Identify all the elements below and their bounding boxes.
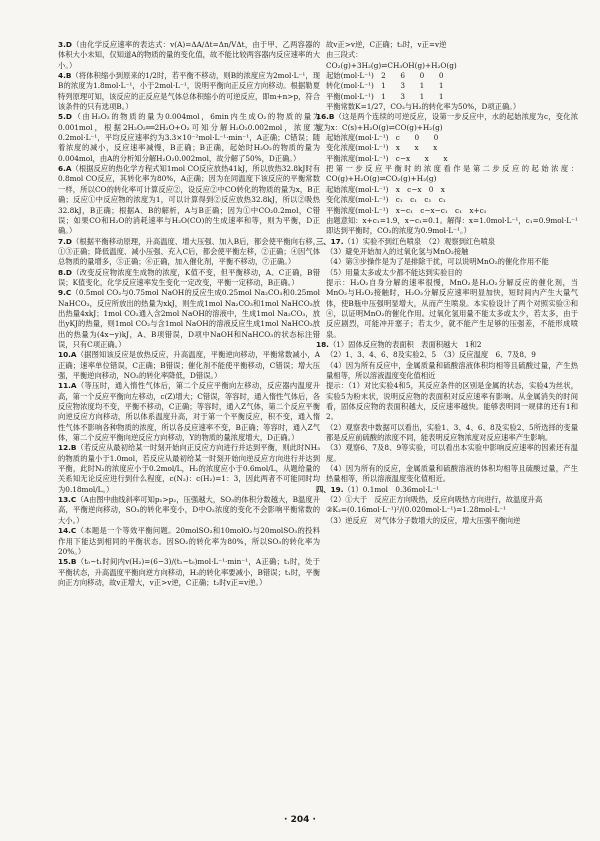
answer-text: （据图知该反应是放热反应，升高温度，平衡逆向移动，平衡常数减小，A正确；速率单位错误，C正确；B错误；催化剂不能使平衡移动，C错误；增大压强，平衡逆向移动，NO₂的转化率降低，D错误。）: [58, 350, 320, 380]
answer-text: （改变反应物浓度生成物的浓度，K值不变，但平衡移动，A、C正确，B错误；K值变化，化学反应速率发生变化一定改变，平衡一定移动，B正确。）: [58, 267, 320, 287]
answer-text: 把第一步反应平衡时的浓度看作是第二步反应的起始浓度：CO(g)+H₂O(g)⇌CO₂(g)+H₂(g): [326, 164, 578, 184]
question-number: 11.A: [58, 381, 77, 391]
answer-paragraph: [58, 237, 320, 268]
answer-paragraph: [316, 247, 578, 257]
answer-text: 即达到平衡时，CO₂的浓度为0.9mol·L⁻¹。）: [326, 226, 471, 236]
answer-paragraph: [316, 257, 578, 267]
question-number: 6.A: [58, 164, 72, 174]
answer-paragraph: [316, 154, 578, 164]
answer-text: （0.5mol CO₂与0.75mol NaOH的反应生成0.25mol Na₂CO₃和0.25mol NaHCO₃，反应所放出的热量为xkJ，则生成1mol Na₂CO₃和1mol NaHCO₃放出热量4xkJ；1mol CO₂通入含2mol NaOH的溶液中，生成1mol Na₂CO₃，放出yKJ的热量，则1mol CO₂与含1mol NaOH的溶液反应生成1mol NaHCO₃放出的热量为(4x−y)kJ，A、B项错误，D项中NaOH和NaHCO₃的状态标注错误，只有C项正确。）: [58, 288, 320, 349]
answer-paragraph: [58, 381, 320, 443]
question-number: 8.D: [58, 267, 72, 277]
question-number: 4.B: [58, 71, 72, 81]
answer-text: （将体积缩小到原来的1/2时，若平衡不移动，则B的浓度应为2mol·L⁻¹，现B的浓度为1.8mol·L⁻¹，小于2mol·L⁻¹，说明平衡向正反应方向移动。根据勒夏特列原理可知，该反应的正反应是气体总体积缩小的可逆反应，即m+n>p，符合该条件的只有选项B。）: [58, 71, 320, 112]
answer-paragraph: [316, 185, 578, 195]
answer-text: （由化学反应速率的表达式：v(A)=ΔA/Δt=Δn/VΔt，由于甲、乙两容器的体积大小未知，仅知道A的物质的量的变化值，故不能比较两容器内反应速率的大小。）: [58, 40, 320, 70]
answer-text: 变化浓度(mol·L⁻¹) c₁ c₁ c₁ c₁: [326, 195, 446, 205]
answer-text: 提示：（1）对比实验4和5，其反应条件的区别是金属的状态，实验4为丝状，实验5为粉末状，说明反应物的表面积对反应速率有影响。从金属消失的时间看，固体反应物的表面积越大，反应速率越快。能够表明同一规律的还有1和2。: [326, 381, 578, 422]
answer-paragraph: [316, 50, 578, 60]
answer-text: （5）用量太多或太少都不能达到实验目的: [326, 267, 462, 277]
question-number: 12.B: [58, 443, 77, 453]
answer-text: （3）避免开始加入的过氧化氢与MnO₂接触: [326, 246, 469, 256]
answer-paragraph: [316, 340, 578, 350]
answer-text: 平衡浓度(mol·L⁻¹) x−c₁ c−x−c₁ c₁ x+c₁: [326, 205, 487, 215]
answer-paragraph: [316, 464, 578, 485]
answer-paragraph: [316, 350, 578, 360]
answer-text: 起始浓度(mol·L⁻¹) x c−x 0 x: [326, 184, 445, 194]
answer-paragraph: [316, 278, 578, 340]
question-number: 13.C: [58, 495, 77, 505]
page-number: · 204 ·: [284, 815, 316, 825]
answer-text: （t₀~t₁时间内v(H₂)=(6−3)/(t₁−t₀)mol·L⁻¹·min⁻¹，A正确；t₁时，处于平衡状态，升高温度平衡向逆方向移动，H₂的转化率要减小，B错误；t₁时，平衡向正方向移动，故v正增大，v正>v逆，C正确；t₂时v正=v逆。）: [58, 557, 320, 587]
answer-text: 故v正>v逆，C正确；t₂时，v正=v逆: [326, 40, 447, 49]
answer-paragraph: [58, 350, 320, 381]
answer-paragraph: [316, 112, 578, 133]
answer-paragraph: [316, 143, 578, 153]
answer-text: （若反应从最初给某一时刻开始向正反应方向进行并达到平衡，则此时NH₃的物质的量小于1.0mol，若反应从最初给某一时刻开始向逆反应方向进行并达到平衡，此时N₂的浓度应小于0.2mol/L，H₂的浓度应小于0.6mol/L，从题给量的关系知无论反应进行到什么程度，c(N₂)：c(H₂)=1：3，因此两者不可能同时均为0.18mol/L。）: [58, 443, 320, 494]
answer-paragraph: [316, 133, 578, 143]
answer-paragraph: [316, 268, 578, 278]
answer-paragraph: [58, 288, 320, 350]
answer-paragraph: [316, 516, 578, 526]
answer-text: 起始(mol·L⁻¹) 2 6 0 0: [326, 71, 444, 81]
answer-paragraph: [316, 81, 578, 91]
answer-paragraph: [316, 423, 578, 444]
answer-paragraph: [316, 443, 578, 464]
answer-text: （由H₂O₂的物质的量为0.004mol，6min内生成O₂的物质的量为0.001mol，根据2H₂O₂══2H₂O+O₂可知分解H₂O₂0.002mol，浓度为0.2mol·L⁻¹，平均反应速率约为3.3×10⁻²mol·L⁻¹·min⁻¹，A正确；C错误；随着浓度的减小，反应速率减慢，B正确；B正确，起始时H₂O₂的物质的量为0.004mol，由A的分析知分解H₂O₂0.002mol，故分解了50%，D正确。）: [58, 112, 320, 163]
answer-paragraph: [316, 485, 578, 495]
right-column: [316, 40, 578, 799]
answer-text: （4）因为所有反应中，金属质量和硫酸溶液体积均相等且硫酸过量，产生热量相等，所以溶液温度变化值相近: [326, 360, 578, 380]
answer-paragraph: [316, 216, 578, 226]
answer-text: （4）第③步操作是为了是排除干扰，可以说明MnO₂的催化作用不能: [326, 257, 549, 267]
answer-text: 变化浓度(mol·L⁻¹) x x x: [326, 143, 438, 153]
answer-text: 转化(mol·L⁻¹) 1 3 1 1: [326, 81, 444, 91]
answer-text: 平衡浓度(mol·L⁻¹) c−x x x: [326, 153, 448, 163]
question-number: 14.C: [58, 526, 77, 536]
answer-text: （1）实验不到红色喷泉 （2）观察到红色喷泉: [343, 236, 496, 246]
answer-paragraph: [58, 443, 320, 495]
answer-paragraph: [316, 164, 578, 185]
answer-text: （1）固体反应物的表面积 表面积越大 1和2: [328, 339, 482, 349]
answer-paragraph: [58, 495, 320, 526]
answer-paragraph: [316, 195, 578, 205]
answer-paragraph: [316, 361, 578, 382]
answer-text: （2）①大于 反应正方向吸热，反应向吸热方向进行，故温度升高: [326, 495, 543, 505]
answer-text: （本题是一个等效平衡问题。20molSO₂和10molO₂与20molSO₃的投料作用下能达到相同的平衡状态。因SO₂的转化率为80%，所以SO₃的转化率为20%。）: [58, 526, 320, 556]
answer-paragraph: [316, 61, 578, 71]
answer-paragraph: [58, 268, 320, 289]
answer-paragraph: [316, 71, 578, 81]
answer-text: （1）0.1mol 0.36mol·L⁻¹: [343, 484, 440, 494]
question-number: 9.C: [58, 288, 72, 298]
answer-text: ②K₂=(0.16mol·L⁻¹)²/(0.020mol·L⁻¹)=1.28mol·L⁻¹: [326, 505, 507, 515]
question-number: 3.D: [58, 40, 72, 49]
answer-text: 由题意知：x+c₁=1.9，x−c₁=0.1。解得：x=1.0mol·L⁻¹，c₁=0.9mol·L⁻¹: [326, 215, 578, 225]
question-number: 四、19.: [316, 484, 344, 494]
answer-text: （2）观察表中数据可以看出，实验1、3、4、6、8及实验2、5所选择的变量都是反应前硫酸的浓度不同，能表明反应物浓度对反应速率产生影响。: [326, 422, 578, 443]
answer-paragraph: [58, 71, 320, 112]
answer-text: CO₂(g)+3H₂(g)⇌CH₃OH(g)+H₂O(g): [326, 60, 457, 70]
answer-paragraph: [316, 40, 578, 50]
answer-text: 平衡常数K=1/27，CO₂与H₂的转化率为50%，D项正确。）: [326, 102, 521, 112]
answer-paragraph: [58, 112, 320, 164]
answer-text: 由三段式：: [326, 50, 363, 60]
answer-text: （A由图中曲线斜率可知p₁>p₂，压强越大，SO₃的体积分数越大，B温度升高，平衡逆向移动，SO₃的转化率变小，D中O₂浓度的变化不会影响平衡常数的大小。）: [58, 495, 320, 525]
answer-paragraph: [316, 381, 578, 422]
answer-text: （2）1、3、4、6、8及实验2、5 （3）反应温度 6、7及8、9: [326, 350, 536, 360]
question-number: 7.D: [58, 236, 72, 246]
answer-text: （等压时，通入惰性气体后，第二个反应平衡向左移动，反应器内温度升高，第一个反应平衡向左移动，c(Z)增大；C错误，等容时，通入惰性气体后，各反应物浓度均不变，平衡不移动，C正确；等容时，通入Z气体，第二个反应平衡向逆反应方向移动，所以体系温度升高，对于第一个平衡反应，积不变，通入惰性气体不影响各种物质的浓度，所以各反应速率不变，B正确；等容时，通入Z气体，第二个反应平衡向逆反应方向移动，Y的物质的量浓度增大，D正确。）: [58, 381, 320, 443]
question-number: 5.D: [58, 112, 72, 122]
answer-paragraph: [316, 237, 578, 247]
answer-paragraph: [58, 40, 320, 71]
answer-paragraph: [316, 505, 578, 515]
answer-paragraph: [58, 164, 320, 236]
answer-text: （根据反应的热化学方程式知1mol CO反应放热41kJ，所以放热32.8kJ时有0.8mol CO反应，其转化率为80%，A正确；因为在同温度下该反应的平衡常数一样，所以CO的转化率可计算反应②，设反应②中CO转化的物质的量为x，B正确；反应①中反应物的浓度为1，可以计算得到②反应放热32.8kJ，所以②吸热32.8kJ，B正确；根据A、B的解析，A与B正确；因为①中CO₂0.2mol，C错误；如果CO和H₂O的消耗速率与H₂O(CO)的生成速率和等，则为平衡，D正确。）: [58, 164, 320, 236]
question-number: 16.B: [316, 112, 335, 122]
answer-text: （4）因为所有的反应，金属质量和硫酸溶液的体积均相等且硫酸过量，产生热量相等，所以溶液温度变化值相近。: [326, 464, 578, 484]
question-number: 18.: [316, 339, 329, 349]
answer-paragraph: [58, 557, 320, 588]
left-column: [58, 40, 320, 799]
answer-paragraph: [316, 226, 578, 236]
answer-text: 起始浓度(mol·L⁻¹) c 0 0: [326, 133, 439, 143]
answer-text: 提示：H₂O₂自身分解的速率很慢，MnO₂是H₂O₂分解反应的催化剂，当MnO₂与H₂O₂接触时，H₂O₂分解反应速率明显加快，短时间内产生大量气体，使B瓶中压强明显增大，从而产生喷泉。本实验设计了两个对照实验③和④，以证明MnO₂的催化作用。过氧化氢用量不能太多或太少，若太多，由于反应剧烈，可能冲开塞子；若太少，就不能产生足够的压强差，不能形成喷泉。: [326, 277, 578, 339]
answer-paragraph: [316, 495, 578, 505]
answer-paragraph: [316, 92, 578, 102]
answer-paragraph: [316, 206, 578, 216]
answer-text: 平衡(mol·L⁻¹) 1 3 1 1: [326, 91, 444, 101]
answer-text: （根据平衡移动原理，升高温度、增大压强、加入B后，都会使平衡向右移，①③正确；降低温度、减小压强、充入C后，都会使平衡左移，②正确；④因气体总物质的量增多，⑤正确；⑥正确，加入催化剂，平衡不移动，⑦正确。）: [58, 236, 320, 267]
question-number: 15.B: [58, 557, 77, 567]
answer-text: （3）观察6、7及8、9等实验，可以看出本实验中影响反应速率的因素还有温度。: [326, 443, 578, 463]
question-number: 三、17.: [316, 236, 344, 246]
answer-paragraph: [58, 526, 320, 557]
answer-paragraph: [316, 102, 578, 112]
answer-text: （这是两个连续的可逆反应，设第一步反应中，水的起始浓度为c，变化浓度为x：C(s)+H₂O(g)⇌CO(g)+H₂(g): [316, 112, 578, 132]
question-number: 10.A: [58, 350, 77, 360]
answer-text: （3）逆反应 对气体分子数增大的反应，增大压强平衡向逆: [326, 515, 521, 525]
